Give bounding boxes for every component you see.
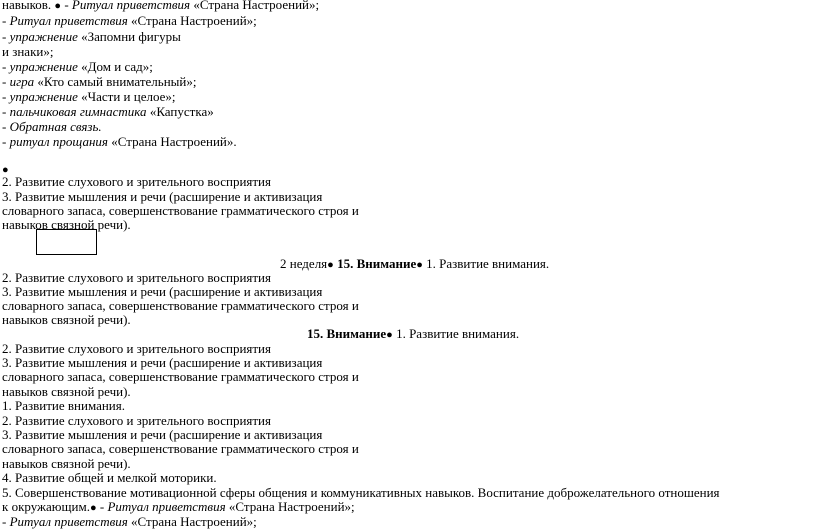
text-line: 3. Развитие мышления и речи (расширение и активизация bbox=[2, 189, 323, 204]
text-line: словарного запаса, совершенствование грамматического строя и bbox=[2, 298, 359, 313]
topic-heading: 15. Внимание● 1. Развитие внимания. bbox=[307, 326, 520, 341]
text-line: навыков связной речи). bbox=[2, 217, 131, 232]
text-line: 2. Развитие слухового и зрительного восприятия bbox=[2, 413, 271, 428]
bullet-icon: ● bbox=[54, 0, 62, 12]
text-line: - игра «Кто самый внимательный»; bbox=[2, 74, 197, 89]
bullet-icon: ● bbox=[327, 259, 334, 271]
text-line: - ритуал прощания «Страна Настроений». bbox=[2, 134, 237, 149]
text-line: словарного запаса, совершенствование грамматического строя и bbox=[2, 369, 359, 384]
empty-frame bbox=[36, 229, 97, 255]
bullet-icon: ● bbox=[386, 329, 393, 341]
text-line: - упражнение «Части и целое»; bbox=[2, 89, 176, 104]
bullet-icon: ● bbox=[416, 259, 423, 271]
text-line: 2. Развитие слухового и зрительного восприятия bbox=[2, 341, 271, 356]
text-line: 3. Развитие мышления и речи (расширение и активизация bbox=[2, 284, 323, 299]
text-line: 1. Развитие внимания. bbox=[2, 398, 125, 413]
text-line: навыков. ● - Ритуал приветствия «Страна Настроений»; bbox=[2, 0, 320, 12]
text-line: навыков связной речи). bbox=[2, 384, 131, 399]
text-line: - Обратная связь. bbox=[2, 119, 102, 134]
text-line: навыков связной речи). bbox=[2, 312, 131, 327]
text-line: к окружающим.● - Ритуал приветствия «Страна Настроений»; bbox=[2, 499, 355, 514]
bullet-icon: ● bbox=[89, 502, 97, 514]
text-line: 2. Развитие слухового и зрительного восприятия bbox=[2, 174, 271, 189]
text-line: 3. Развитие мышления и речи (расширение и активизация bbox=[2, 355, 323, 370]
text-line: - Ритуал приветствия «Страна Настроений»; bbox=[2, 13, 257, 28]
text-line: словарного запаса, совершенствование грамматического строя и bbox=[2, 203, 359, 218]
text-line: и знаки»; bbox=[2, 44, 54, 59]
text-line: 5. Совершенствование мотивационной сферы общения и коммуникативных навыков. Воспитание доброжелательного отношения bbox=[2, 485, 720, 500]
text-line: 4. Развитие общей и мелкой моторики. bbox=[2, 470, 217, 485]
bullet-icon: ● bbox=[2, 164, 9, 176]
week-heading: 2 неделя● 15. Внимание● 1. Развитие внимания. bbox=[280, 256, 550, 271]
text-line: - пальчиковая гимнастика «Капустка» bbox=[2, 104, 214, 119]
text-line: - упражнение «Запомни фигуры bbox=[2, 29, 181, 44]
text-line: словарного запаса, совершенствование грамматического строя и bbox=[2, 441, 359, 456]
text-line: - упражнение «Дом и сад»; bbox=[2, 59, 153, 74]
text-line: - Ритуал приветствия «Страна Настроений»; bbox=[2, 514, 257, 529]
text-line: навыков связной речи). bbox=[2, 456, 131, 471]
text-line: 2. Развитие слухового и зрительного восприятия bbox=[2, 270, 271, 285]
text-line: 3. Развитие мышления и речи (расширение и активизация bbox=[2, 427, 323, 442]
